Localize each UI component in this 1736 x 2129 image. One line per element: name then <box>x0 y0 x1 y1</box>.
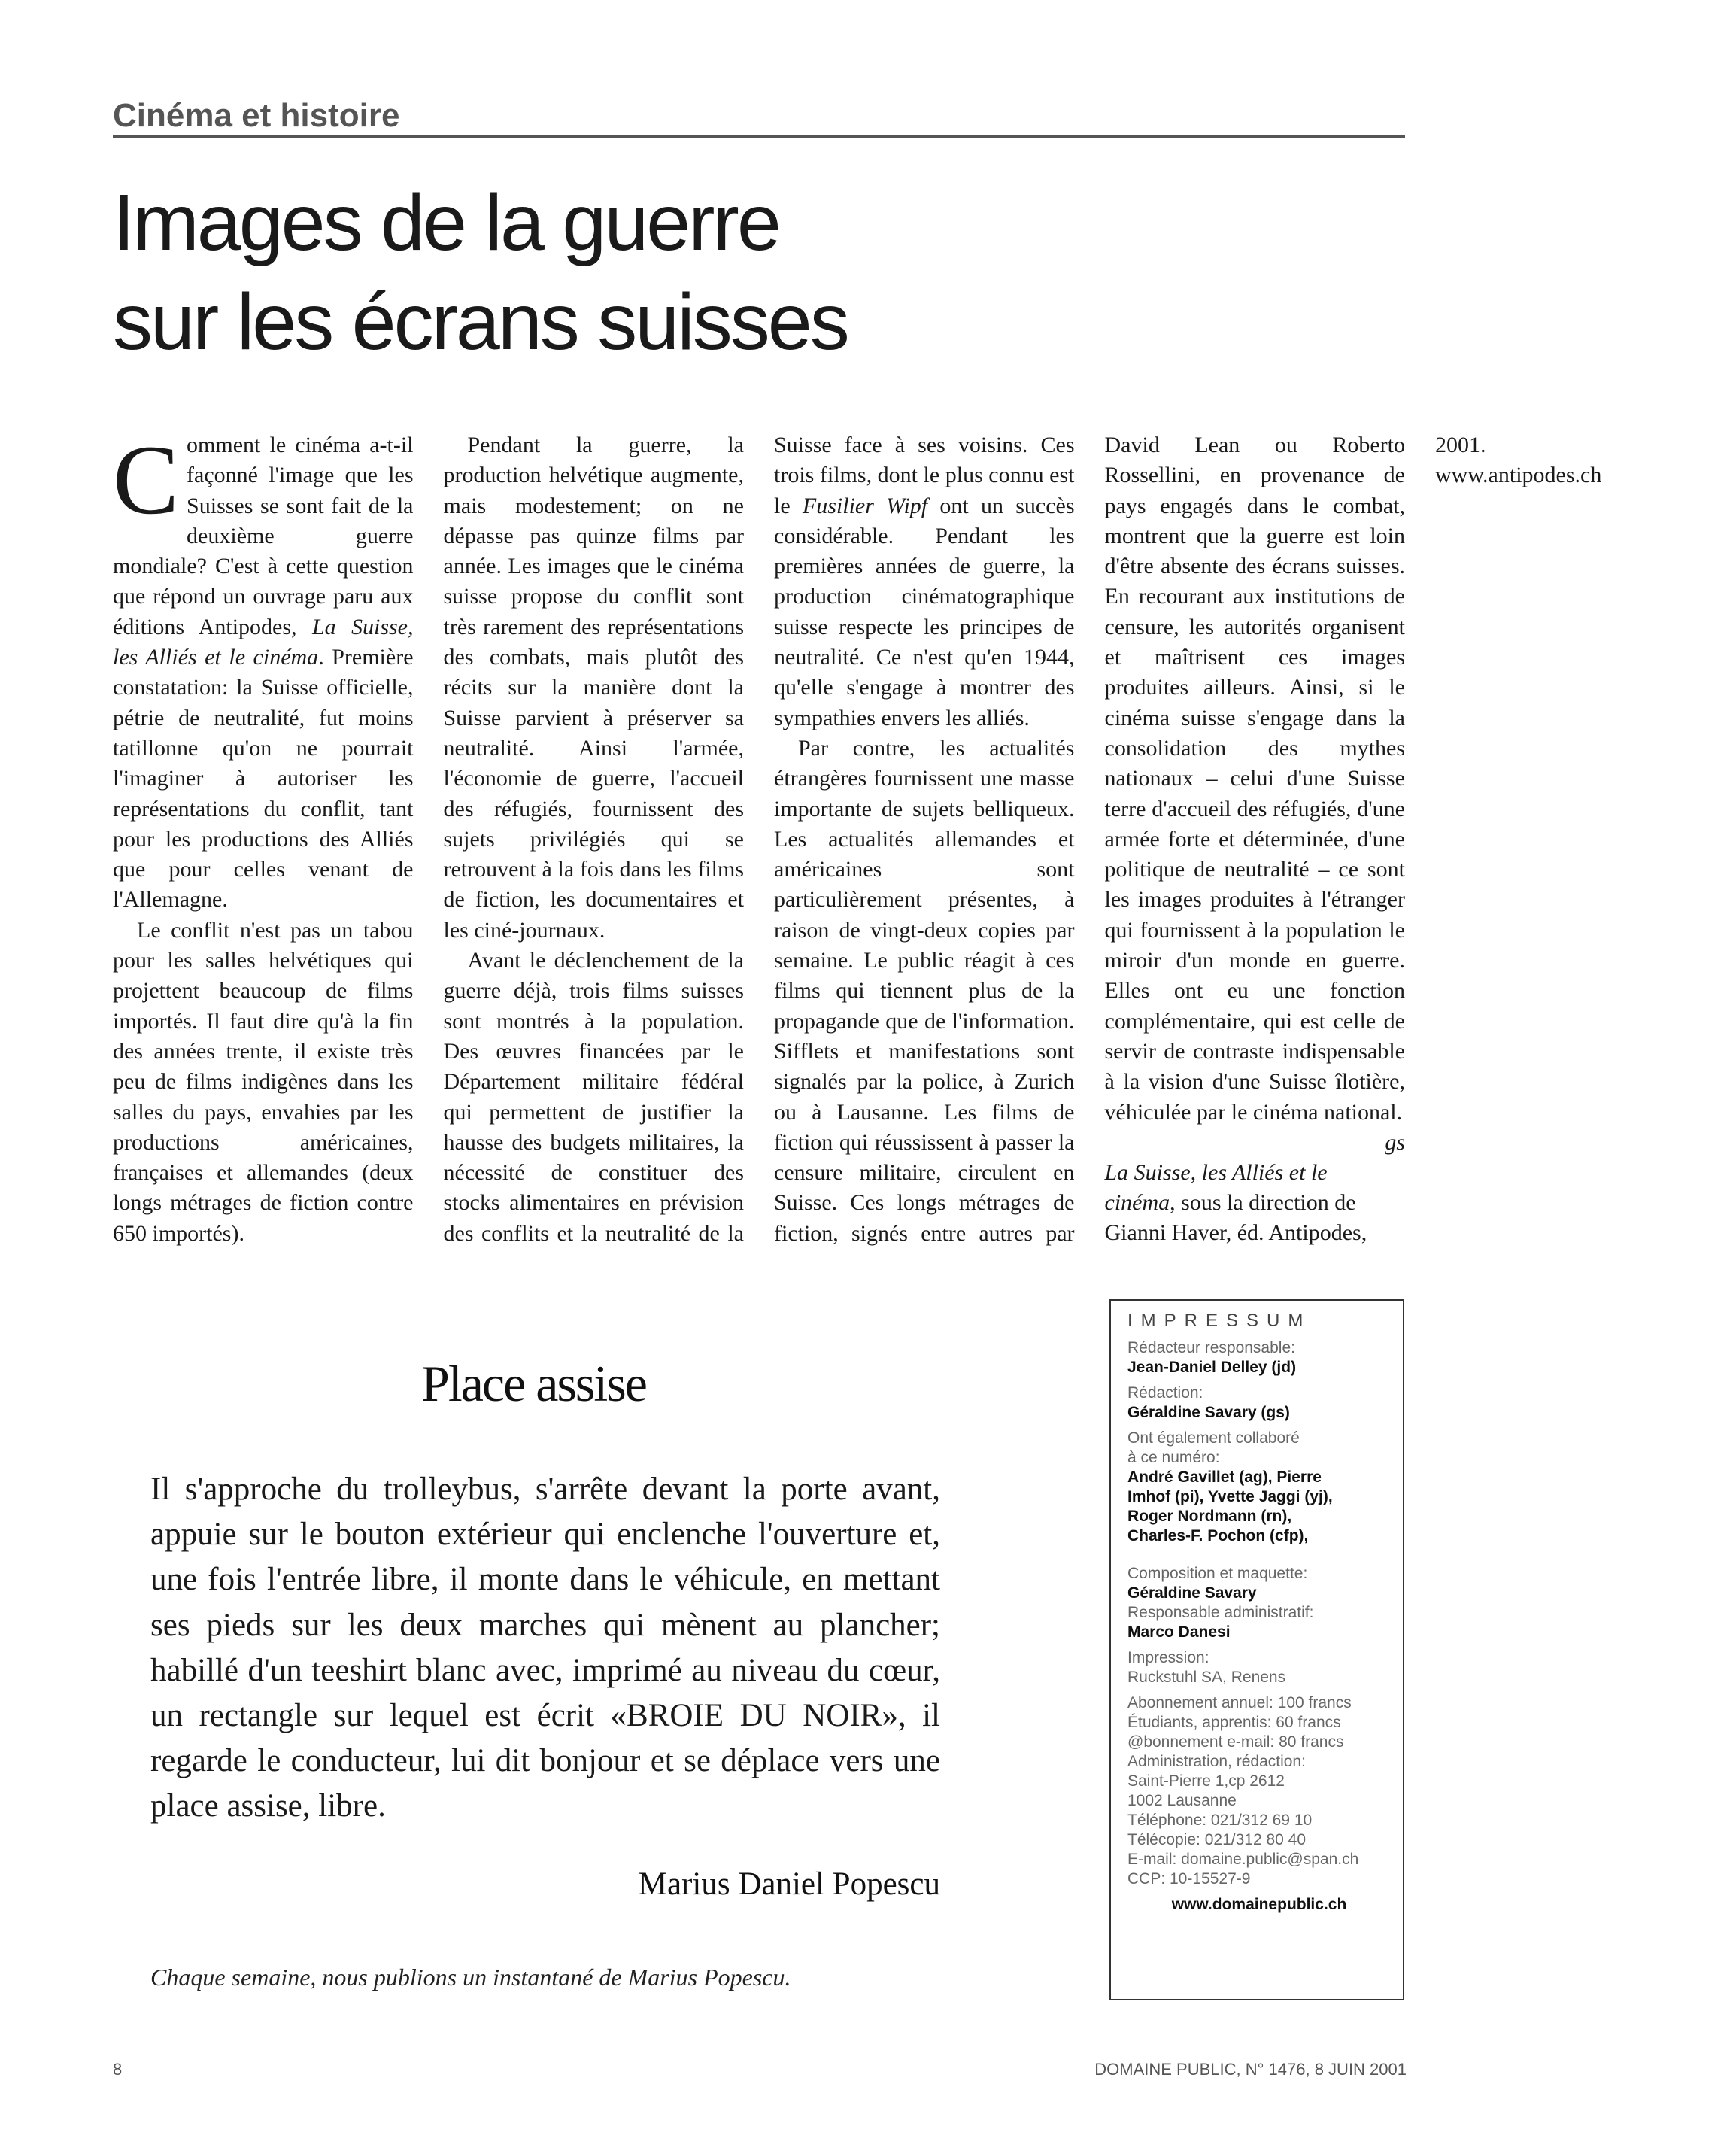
place-assise-author: Marius Daniel Popescu <box>638 1866 940 1902</box>
source-url[interactable]: www.antipodes.ch <box>1435 463 1602 488</box>
fax-number: Télécopie: 021/312 80 40 <box>1127 1831 1307 1848</box>
source-book-title: La Suisse, les Alliés et le cinéma <box>1104 1159 1328 1216</box>
impressum-spacer <box>1127 1552 1391 1564</box>
impressum-printing <box>1127 1648 1391 1687</box>
admin-address-1: Administration, rédaction: <box>1127 1753 1306 1770</box>
admin-label: Responsable administratif: <box>1127 1604 1314 1621</box>
collab-line-1: André Gavillet (ag), Pierre <box>1127 1468 1322 1486</box>
impression-value: Ruckstuhl SA, Renens <box>1127 1669 1286 1686</box>
collab-line-3: Roger Nordmann (rn), <box>1127 1508 1292 1525</box>
publication-info: DOMAINE PUBLIC, N° 1476, 8 JUIN 2001 <box>1094 2060 1407 2079</box>
paragraph-4-text-b: ont un succès considérable. Pendant les premières années de guerre, la production cinématographique suisse respecte les principes de neutralité. Ce n'est qu'en 1944, qu'elle s'engage à montrer des sympathies envers les alliés. <box>774 493 1075 730</box>
article-paragraph-2: Le conflit n'est pas un tabou pour les salles helvétiques qui projettent beaucoup de films importés. Il faut dire qu'à la fin des années trente, il existe très peu de films indigènes dans les salles du pays, envahies par les productions américaines, françaises et allemandes (deux longs métrages de fiction contre 650 importés). <box>113 917 414 1246</box>
book-title-inline: La Suisse, les Alliés et le cinéma <box>113 614 414 670</box>
headline-line-1: Images de la guerre <box>113 178 779 267</box>
compo-value: Géraldine Savary <box>1127 1584 1257 1602</box>
compo-label: Composition et maquette: <box>1127 1565 1308 1582</box>
impressum-collaborators <box>1127 1429 1391 1546</box>
headline-line-2: sur les écrans suisses <box>113 278 848 366</box>
redacteur-label: Rédacteur responsable: <box>1127 1339 1295 1356</box>
paragraph-4-text-a: Avant le déclenchement de la guerre déjà, trois films suisses sont montrés à la population. Des œuvres financées par le Département militaire fédéral qui permettent de justifier la hausse des budgets militaires, la nécessité de constituer des stocks alimentaires en prévision des conflits et la neutralité de la Suisse face à ses voisins. Ces trois films, dont le plus connu est le <box>443 433 1075 1246</box>
email-address[interactable]: E-mail: domaine.public@span.ch <box>1127 1851 1359 1868</box>
paragraph-1-text-b: . Première constatation: la Suisse officielle, pétrie de neutralité, fut moins tatillonne qu'on ne pourrait l'imaginer à autoriser les représentations du conflit, tant pour les productions des Alliés que pour celles venant de l'Allemagne. <box>113 645 414 913</box>
place-assise-note: Chaque semaine, nous publions un instantané de Marius Popescu. <box>150 1963 791 1991</box>
collab-line-4: Charles-F. Pochon (cfp), <box>1127 1527 1309 1544</box>
impressum-redaction <box>1127 1383 1391 1423</box>
ccp-number: CCP: 10-15527-9 <box>1127 1870 1251 1888</box>
article-headline <box>113 173 1166 372</box>
redaction-label: Rédaction: <box>1127 1384 1203 1402</box>
collab-label-2: à ce numéro: <box>1127 1449 1220 1466</box>
abo-line-2: Étudiants, apprentis: 60 francs <box>1127 1714 1341 1731</box>
section-rubric: Cinéma et histoire <box>113 96 1405 138</box>
impressum-box <box>1109 1299 1404 2000</box>
collab-line-2: Imhof (pi), Yvette Jaggi (yj), <box>1127 1488 1333 1505</box>
impressum-redacteur <box>1127 1338 1391 1377</box>
collab-label-1: Ont également collaboré <box>1127 1429 1300 1447</box>
admin-value: Marco Danesi <box>1127 1623 1231 1641</box>
impressum-title: IMPRESSUM <box>1127 1311 1312 1331</box>
author-signature: gs <box>1385 1129 1405 1155</box>
impressum-composition <box>1127 1564 1391 1642</box>
source-details: , sous la direction de Gianni Haver, éd. Antipodes, 2001. <box>1104 433 1486 1246</box>
page-number: 8 <box>113 2060 123 2079</box>
abo-line-3: @bonnement e-mail: 80 francs <box>1127 1733 1344 1751</box>
article-paragraph-1 <box>113 424 414 916</box>
admin-address-2: Saint-Pierre 1,cp 2612 <box>1127 1772 1285 1790</box>
impression-label: Impression: <box>1127 1649 1209 1666</box>
redacteur-value: Jean-Daniel Delley (jd) <box>1127 1359 1297 1376</box>
drop-cap: C <box>113 424 180 535</box>
article-paragraph-3: Pendant la guerre, la production helvétique augmente, mais modestement; on ne dépasse pas quinze films par année. Les images que le cinéma suisse propose du conflit sont très rarement des représentations des combats, mais plutôt des récits sur la manière dont la Suisse parvient à préserver sa neutralité. Ainsi l'armée, l'économie de guerre, l'accueil des réfugiés, fournissent des sujets privilégiés qui se retrouvent à la fois dans les films de fiction, les documentaires et les ciné-journaux. <box>443 433 744 943</box>
article-body <box>113 424 1602 1258</box>
film-title-inline: Fusilier Wipf <box>802 493 928 518</box>
abo-line-1: Abonnement annuel: 100 francs <box>1127 1694 1352 1711</box>
place-assise-text: Il s'approche du trolleybus, s'arrête devant la porte avant, appuie sur le bouton extérieur qui enclenche l'ouverture et, une fois l'entrée libre, il monte dans le véhicule, en mettant ses pieds sur les deux marches qui mènent au plancher; habillé d'un teeshirt blanc avec, imprimé au niveau du cœur, un rectangle sur lequel est écrit «BROIE DU NOIR», il regarde le conducteur, lui dit bonjour et se déplace vers une place assise, libre. <box>150 1471 940 1824</box>
paragraph-5-text: Par contre, les actualités étrangères fournissent une masse importante de sujets belliqueux. Les actualités allemandes et américaines sont particulièrement présentes, à raison de vingt-deux copies par semaine. Le public réagit à ces films qui tiennent plus de la propagande que de l'information. Sifflets et manifestations sont signalés par la police, à Zurich ou à Lausanne. Les films de fiction qui réussissent à passer la censure militaire, circulent en Suisse. Ces longs métrages de fiction, signés entre autres par David Lean ou Roberto Rossellini, en provenance de pays engagés dans le combat, montrent que la guerre est loin d'être absente des écrans suisses. En recourant aux institutions de censure, les autorités organisent et maîtrisent ces images produites ailleurs. Ainsi, si le cinéma suisse s'engage dans la consolidation des mythes nationaux – celui d'une Suisse terre d'accueil des réfugiés, d'une armée forte et déterminée, d'une politique de neutralité – ce sont les images produites à l'étranger qui fournissent à la population le miroir d'un monde en guerre. Elles ont eu une fonction complémentaire, qui est celle de servir de contraste indispensable à la vision d'une Suisse îlotière, véhiculée par le cinéma national. <box>774 433 1405 1246</box>
impressum-subscription <box>1127 1693 1391 1889</box>
admin-address-3: 1002 Lausanne <box>1127 1792 1237 1809</box>
paragraph-1-text-a: omment le cinéma a-t-il façonné l'image que les Suisses se sont fait de la deuxième guerre mondiale? C'est à cette question que répond un ouvrage paru aux éditions Antipodes, <box>113 433 414 639</box>
website-link[interactable]: www.domainepublic.ch <box>1171 1896 1347 1913</box>
phone-number: Téléphone: 021/312 69 10 <box>1127 1812 1313 1829</box>
place-assise-title: Place assise <box>421 1355 646 1412</box>
redaction-value: Géraldine Savary (gs) <box>1127 1404 1290 1421</box>
